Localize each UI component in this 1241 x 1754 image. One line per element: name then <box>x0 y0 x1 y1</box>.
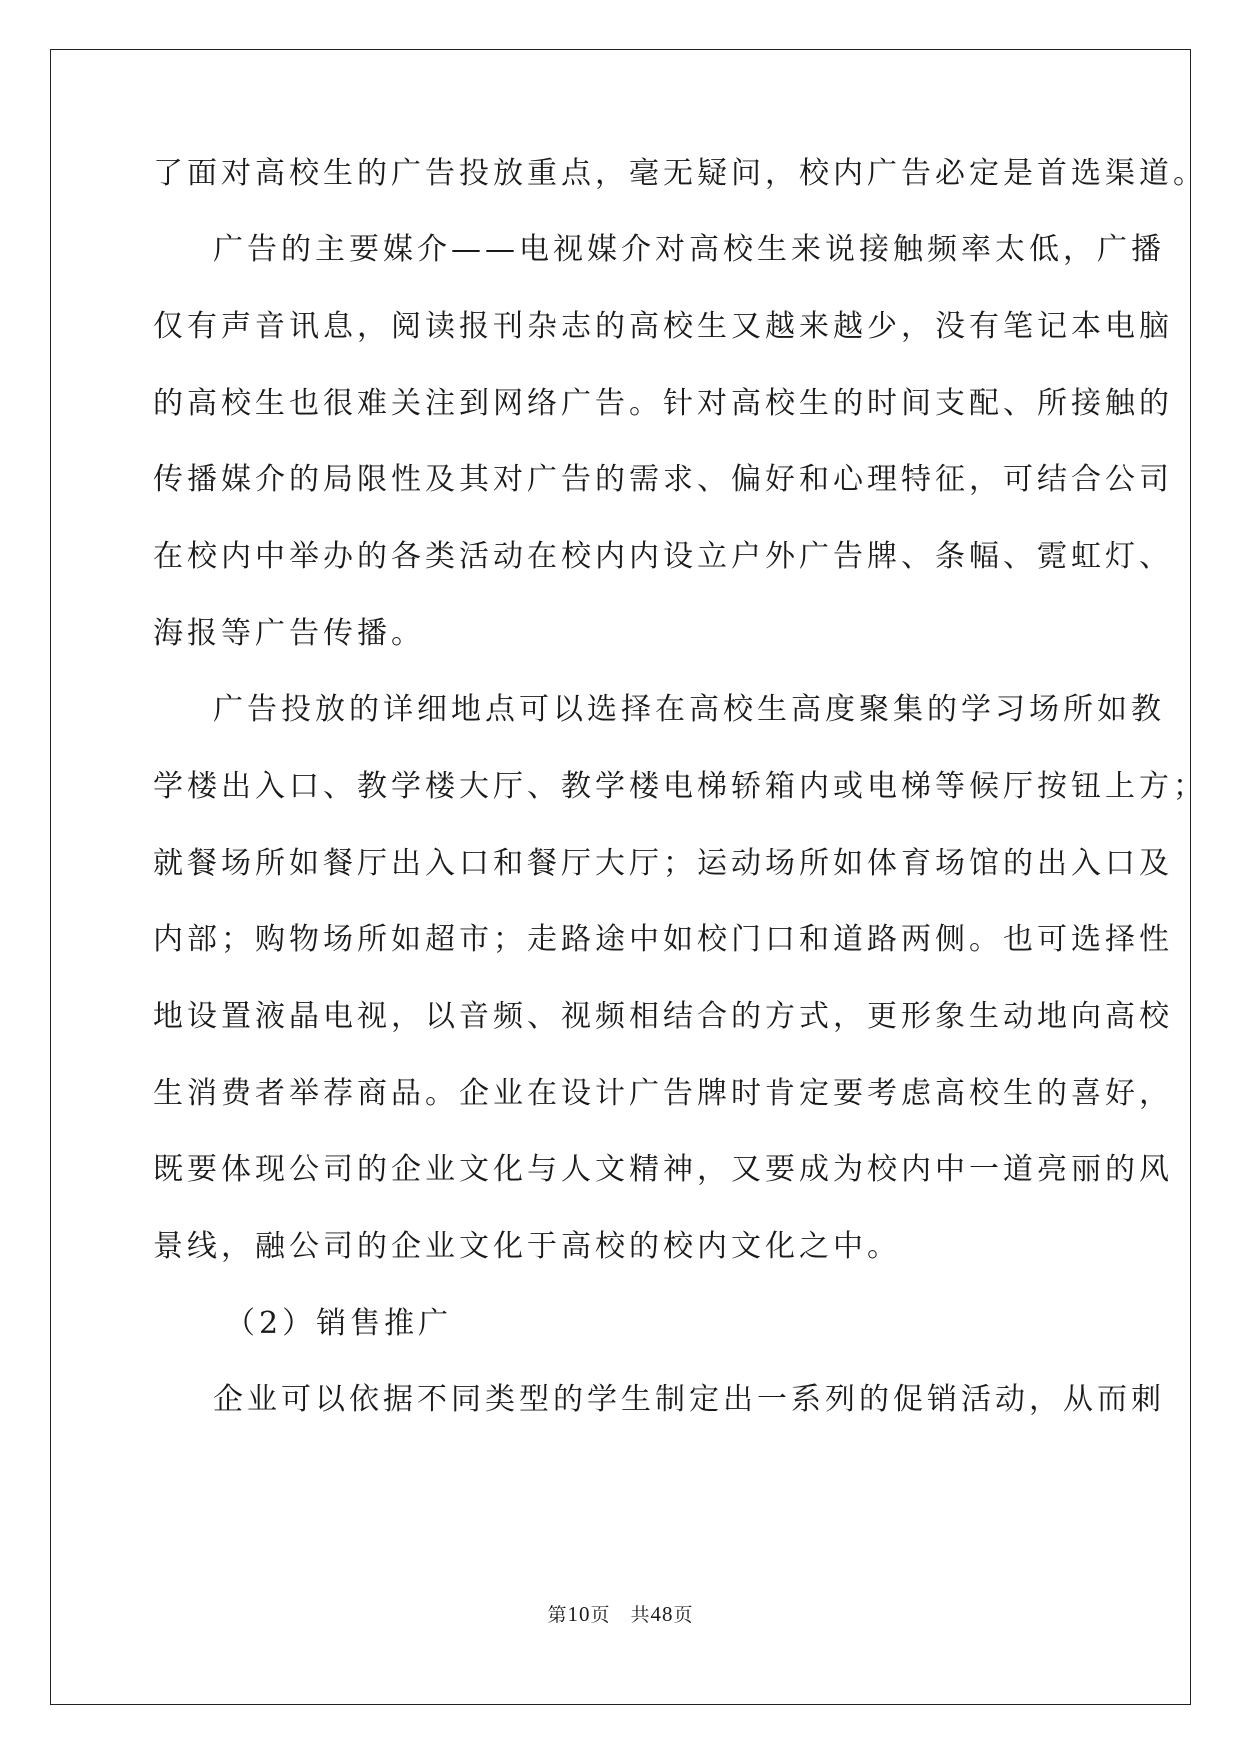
paragraph-line: 了面对高校生的广告投放重点，毫无疑问，校内广告必定是首选渠道。 <box>153 156 1207 191</box>
paragraph-line: 景线，融公司的企业文化于高校的校内文化之中。 <box>153 1229 901 1264</box>
footer-prefix: 第 <box>547 1604 568 1626</box>
footer-middle: 页 共 <box>590 1604 651 1626</box>
paragraph-line: 广告的主要媒介——电视媒介对高校生来说接触频率太低，广播 <box>213 232 1165 267</box>
paragraph-line: 学楼出入口、教学楼大厅、教学楼电梯轿箱内或电梯等候厅按钮上方； <box>153 769 1207 804</box>
page-footer <box>0 1600 1241 1627</box>
paragraph-line: 生消费者举荐商品。企业在设计广告牌时肯定要考虑高校生的喜好， <box>153 1076 1173 1111</box>
paragraph-line: 就餐场所如餐厅出入口和餐厅大厅；运动场所如体育场馆的出入口及 <box>153 846 1173 881</box>
footer-suffix: 页 <box>673 1604 694 1626</box>
paragraph-line: 的高校生也很难关注到网络广告。针对高校生的时间支配、所接触的 <box>153 386 1173 421</box>
total-pages: 48 <box>650 1602 674 1626</box>
paragraph-line: 海报等广告传播。 <box>153 616 425 651</box>
paragraph-line: 既要体现公司的企业文化与人文精神，又要成为校内中一道亮丽的风 <box>153 1152 1173 1187</box>
paragraph-line: 传播媒介的局限性及其对广告的需求、偏好和心理特征，可结合公司 <box>153 462 1173 497</box>
section-heading: （2）销售推广 <box>225 1306 453 1341</box>
paragraph-line: 仅有声音讯息，阅读报刊杂志的高校生又越来越少，没有笔记本电脑 <box>153 309 1173 344</box>
paragraph-line: 地设置液晶电视，以音频、视频相结合的方式，更形象生动地向高校 <box>153 999 1173 1034</box>
paragraph-line: 企业可以依据不同类型的学生制定出一系列的促销活动，从而刺 <box>213 1382 1165 1417</box>
page-number: 10 <box>567 1602 591 1626</box>
paragraph-line: 在校内中举办的各类活动在校内内设立户外广告牌、条幅、霓虹灯、 <box>153 539 1173 574</box>
paragraph-line: 内部；购物场所如超市；走路途中如校门口和道路两侧。也可选择性 <box>153 922 1173 957</box>
paragraph-line: 广告投放的详细地点可以选择在高校生高度聚集的学习场所如教 <box>213 692 1165 727</box>
